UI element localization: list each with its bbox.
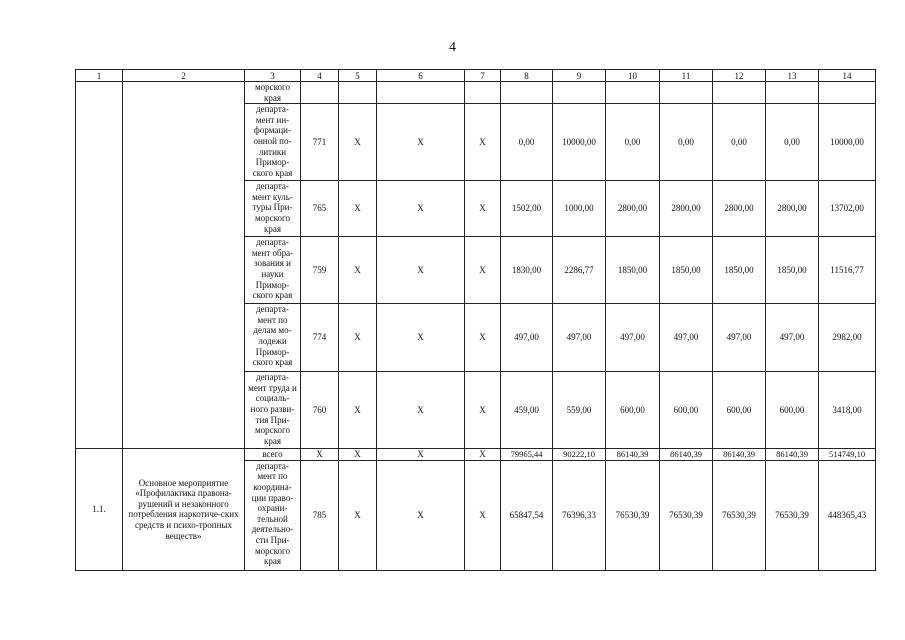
value-cell: 2800,00 — [660, 181, 713, 237]
value-cell: X — [301, 449, 339, 461]
value-cell: 785 — [301, 460, 339, 570]
budget-table — [75, 69, 876, 571]
value-cell: 2800,00 — [606, 181, 660, 237]
value-cell: 497,00 — [660, 304, 713, 372]
value-cell: 76530,39 — [713, 460, 766, 570]
value-cell: X — [339, 460, 377, 570]
value-cell: X — [465, 372, 501, 449]
value-cell: X — [377, 372, 465, 449]
value-cell: 76396,33 — [553, 460, 606, 570]
value-cell: 79965,44 — [501, 449, 553, 461]
executor-cell: департа-мент куль-туры При-морского края — [245, 181, 301, 237]
value-cell: 0,00 — [501, 104, 553, 181]
section-total-row — [76, 449, 876, 461]
value-cell: 1850,00 — [660, 237, 713, 304]
value-cell: 90222,10 — [553, 449, 606, 461]
value-cell: X — [339, 237, 377, 304]
value-cell: X — [377, 304, 465, 372]
executor-cell: департа-мент обра-зования и науки Примор-ского края — [245, 237, 301, 304]
value-cell: 600,00 — [766, 372, 819, 449]
value-cell: 1502,00 — [501, 181, 553, 237]
page-number: 4 — [449, 40, 456, 55]
executor-cell: всего — [245, 449, 301, 461]
value-cell — [660, 82, 713, 104]
value-cell: 76530,39 — [606, 460, 660, 570]
table-header-row — [76, 70, 876, 82]
row-name-cell: Основное мероприятие «Профилактика правона-рушений и незаконного потребления наркотиче-ских средств и психо-тропных веществ» — [123, 449, 245, 571]
header-cell: 8 — [501, 70, 553, 82]
value-cell: 1830,00 — [501, 237, 553, 304]
value-cell: X — [377, 181, 465, 237]
executor-cell: департа-мент по делам мо-лодежи Примор-ского края — [245, 304, 301, 372]
value-cell — [339, 82, 377, 104]
value-cell: 497,00 — [766, 304, 819, 372]
value-cell: 86140,39 — [713, 449, 766, 461]
value-cell: 765 — [301, 181, 339, 237]
value-cell: 459,00 — [501, 372, 553, 449]
value-cell — [501, 82, 553, 104]
value-cell: 600,00 — [713, 372, 766, 449]
value-cell: 1000,00 — [553, 181, 606, 237]
value-cell: 2800,00 — [713, 181, 766, 237]
header-cell: 14 — [819, 70, 876, 82]
header-cell: 1 — [76, 70, 123, 82]
value-cell: 760 — [301, 372, 339, 449]
value-cell: 10000,00 — [819, 104, 876, 181]
value-cell — [377, 82, 465, 104]
value-cell: X — [465, 460, 501, 570]
value-cell: 771 — [301, 104, 339, 181]
header-cell: 11 — [660, 70, 713, 82]
value-cell: 600,00 — [606, 372, 660, 449]
value-cell: 1850,00 — [766, 237, 819, 304]
value-cell — [553, 82, 606, 104]
executor-cell: департа-мент труда и социаль-ного разви-тия При-морского края — [245, 372, 301, 449]
row-name-cell — [123, 82, 245, 449]
value-cell: X — [465, 304, 501, 372]
value-cell: 2982,00 — [819, 304, 876, 372]
value-cell: 65847,54 — [501, 460, 553, 570]
value-cell: X — [465, 237, 501, 304]
value-cell: 3418,00 — [819, 372, 876, 449]
value-cell: 448365,43 — [819, 460, 876, 570]
value-cell: X — [377, 449, 465, 461]
value-cell: 2286,77 — [553, 237, 606, 304]
value-cell: 497,00 — [553, 304, 606, 372]
value-cell: 86140,39 — [606, 449, 660, 461]
header-cell: 12 — [713, 70, 766, 82]
header-cell: 9 — [553, 70, 606, 82]
value-cell — [766, 82, 819, 104]
value-cell: X — [465, 104, 501, 181]
header-cell: 3 — [245, 70, 301, 82]
header-cell: 2 — [123, 70, 245, 82]
value-cell: 759 — [301, 237, 339, 304]
value-cell: 86140,39 — [660, 449, 713, 461]
executor-cell: департа-мент ин-формаци-онной по-литики Примор-ского края — [245, 104, 301, 181]
value-cell: 497,00 — [713, 304, 766, 372]
value-cell: X — [339, 372, 377, 449]
value-cell: 86140,39 — [766, 449, 819, 461]
row-number-cell — [76, 82, 123, 449]
table-row — [76, 82, 876, 104]
value-cell: 2800,00 — [766, 181, 819, 237]
value-cell: X — [339, 304, 377, 372]
value-cell: 774 — [301, 304, 339, 372]
value-cell — [819, 82, 876, 104]
value-cell: X — [377, 104, 465, 181]
executor-cell: морского края — [245, 82, 301, 104]
value-cell: 1850,00 — [606, 237, 660, 304]
value-cell: 10000,00 — [553, 104, 606, 181]
value-cell: X — [377, 460, 465, 570]
value-cell: 76530,39 — [766, 460, 819, 570]
value-cell — [465, 82, 501, 104]
value-cell: X — [339, 104, 377, 181]
header-cell: 6 — [377, 70, 465, 82]
executor-cell: департа-мент по координа-ции право-охрани-тельной деятельно-сти При-морского края — [245, 460, 301, 570]
value-cell: X — [377, 237, 465, 304]
value-cell: 600,00 — [660, 372, 713, 449]
value-cell: 559,00 — [553, 372, 606, 449]
value-cell: 0,00 — [660, 104, 713, 181]
value-cell: 514749,10 — [819, 449, 876, 461]
value-cell: X — [465, 449, 501, 461]
value-cell: 497,00 — [501, 304, 553, 372]
value-cell: X — [465, 181, 501, 237]
value-cell: 76530,39 — [660, 460, 713, 570]
value-cell: 11516,77 — [819, 237, 876, 304]
header-cell: 4 — [301, 70, 339, 82]
value-cell: 13702,00 — [819, 181, 876, 237]
header-cell: 5 — [339, 70, 377, 82]
row-number-cell: 1.1. — [76, 449, 123, 571]
header-cell: 7 — [465, 70, 501, 82]
value-cell: 0,00 — [713, 104, 766, 181]
header-cell: 13 — [766, 70, 819, 82]
header-cell: 10 — [606, 70, 660, 82]
value-cell — [713, 82, 766, 104]
value-cell: 1850,00 — [713, 237, 766, 304]
value-cell — [606, 82, 660, 104]
value-cell: X — [339, 449, 377, 461]
value-cell: 0,00 — [606, 104, 660, 181]
value-cell: 0,00 — [766, 104, 819, 181]
value-cell: X — [339, 181, 377, 237]
value-cell — [301, 82, 339, 104]
value-cell: 497,00 — [606, 304, 660, 372]
